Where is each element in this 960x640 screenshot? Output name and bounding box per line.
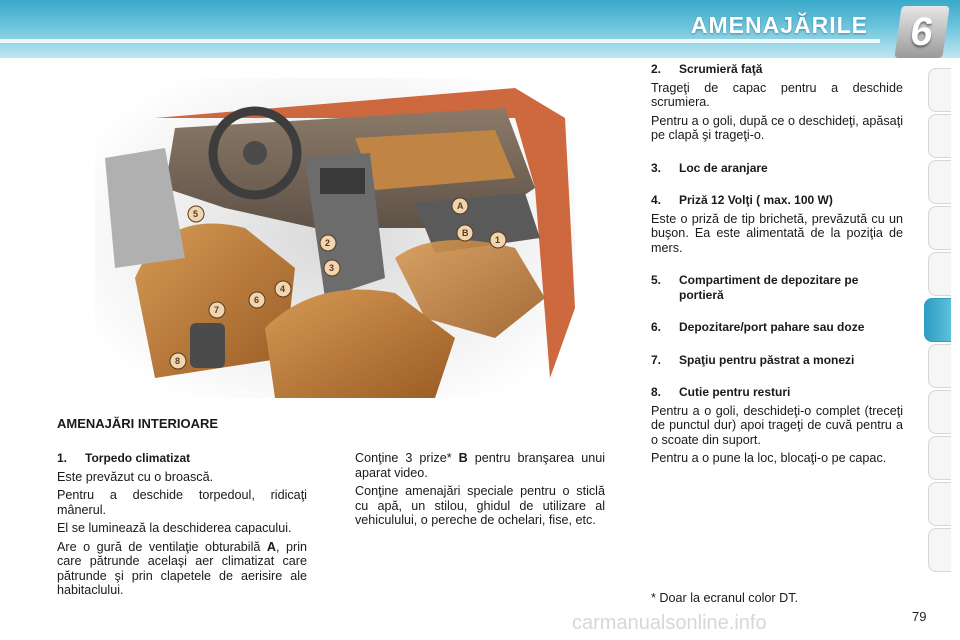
header-stripe bbox=[0, 39, 880, 43]
callout-a bbox=[452, 198, 468, 214]
chapter-tab[interactable] bbox=[928, 436, 951, 480]
paragraph: El se luminează la deschiderea capacului. bbox=[57, 521, 292, 535]
svg-text:5: 5 bbox=[193, 209, 199, 219]
svg-text:A: A bbox=[457, 201, 464, 211]
paragraph: Trageţi de capac pentru a deschide scrumiera. bbox=[651, 80, 903, 109]
item-heading-6: 6. Depozitare/port pahare sau doze bbox=[651, 320, 865, 334]
paragraph: Pentru a o pune la loc, blocaţi-o pe capac. bbox=[651, 451, 887, 465]
paragraph: Are o gură de ventilaţie obturabilă A, prin care pătrunde acelaşi aer climatizat care pătrunde şi prin clapetele de aerisire ale habitaclului. bbox=[57, 539, 308, 597]
svg-text:1: 1 bbox=[495, 235, 501, 245]
page-number: 79 bbox=[912, 609, 927, 624]
chapter-tab-active[interactable] bbox=[924, 298, 951, 342]
footnote: * Doar la ecranul color DT. bbox=[651, 591, 798, 605]
callout-8 bbox=[170, 353, 186, 369]
text-column-1 bbox=[57, 451, 307, 602]
item-heading-5: 5. Compartiment de depozitare pe portieră bbox=[651, 273, 859, 302]
callout-3 bbox=[324, 260, 340, 276]
chapter-tab[interactable] bbox=[928, 114, 951, 158]
callout-7 bbox=[209, 302, 225, 318]
svg-text:2: 2 bbox=[325, 238, 331, 248]
svg-text:7: 7 bbox=[214, 305, 220, 315]
svg-text:4: 4 bbox=[280, 284, 286, 294]
paragraph: Este prevăzut cu o broască. bbox=[57, 469, 214, 484]
section-title: AMENAJĂRI INTERIOARE bbox=[57, 416, 219, 431]
item-heading-4: 4. Priză 12 Volţi ( max. 100 W) bbox=[651, 193, 833, 207]
text-column-2 bbox=[355, 451, 605, 532]
chapter-title: AMENAJĂRILE bbox=[690, 12, 868, 38]
callout-b bbox=[457, 225, 473, 241]
item-heading-2: 2. Scrumieră faţă bbox=[651, 62, 763, 76]
chapter-tab[interactable] bbox=[928, 68, 951, 112]
item-heading-3: 3. Loc de aranjare bbox=[651, 160, 768, 175]
chapter-side-tabs bbox=[928, 68, 960, 576]
callout-1 bbox=[490, 232, 506, 248]
callout-4 bbox=[275, 281, 291, 297]
callout-6 bbox=[249, 292, 265, 308]
page-header bbox=[0, 0, 960, 58]
callout-2 bbox=[320, 235, 336, 251]
chapter-tab[interactable] bbox=[928, 344, 951, 388]
callout-5 bbox=[188, 206, 204, 222]
paragraph: Pentru a o goli, după ce o deschideţi, apăsaţi pe clapă şi trageţi-o. bbox=[651, 113, 903, 142]
item-heading-8: 8. Cutie pentru resturi bbox=[651, 385, 791, 399]
car-interior-illustration bbox=[95, 78, 575, 398]
svg-text:8: 8 bbox=[175, 356, 181, 366]
paragraph: Pentru a o goli, deschideţi-o complet (treceţi de punctul dur) apoi trageţi de cuvă pentru a o scoate din suport. bbox=[651, 403, 903, 447]
chapter-tab[interactable] bbox=[928, 528, 951, 572]
svg-text:6: 6 bbox=[254, 295, 260, 305]
svg-text:3: 3 bbox=[329, 263, 335, 273]
chapter-tab[interactable] bbox=[928, 390, 951, 434]
chapter-tab[interactable] bbox=[928, 482, 951, 526]
paragraph: Este o priză de tip brichetă, prevăzută cu un buşon. Ea este alimentată de la poziţia de mers. bbox=[651, 211, 903, 255]
watermark: carmanualsonline.info bbox=[572, 612, 767, 634]
paragraph: Conţine amenajări speciale pentru o sticlă cu apă, un stilou, ghidul de utilizare al vehiculului, o pereche de ochelari, fise, etc. bbox=[355, 484, 605, 527]
paragraph: Pentru a deschide torpedoul, ridicaţi mânerul. bbox=[57, 488, 307, 517]
chapter-number-badge: 6 bbox=[894, 6, 949, 58]
text-column-3 bbox=[651, 62, 903, 470]
chapter-tab[interactable] bbox=[928, 252, 951, 296]
chapter-tab[interactable] bbox=[928, 160, 951, 204]
item-heading-1: 1. Torpedo climatizat bbox=[57, 451, 191, 465]
svg-text:B: B bbox=[462, 228, 469, 238]
item-heading-7: 7. Spaţiu pentru păstrat a monezi bbox=[651, 352, 855, 367]
chapter-tab[interactable] bbox=[928, 206, 951, 250]
paragraph: Conţine 3 prize* B pentru branşarea unui aparat video. bbox=[355, 451, 605, 480]
